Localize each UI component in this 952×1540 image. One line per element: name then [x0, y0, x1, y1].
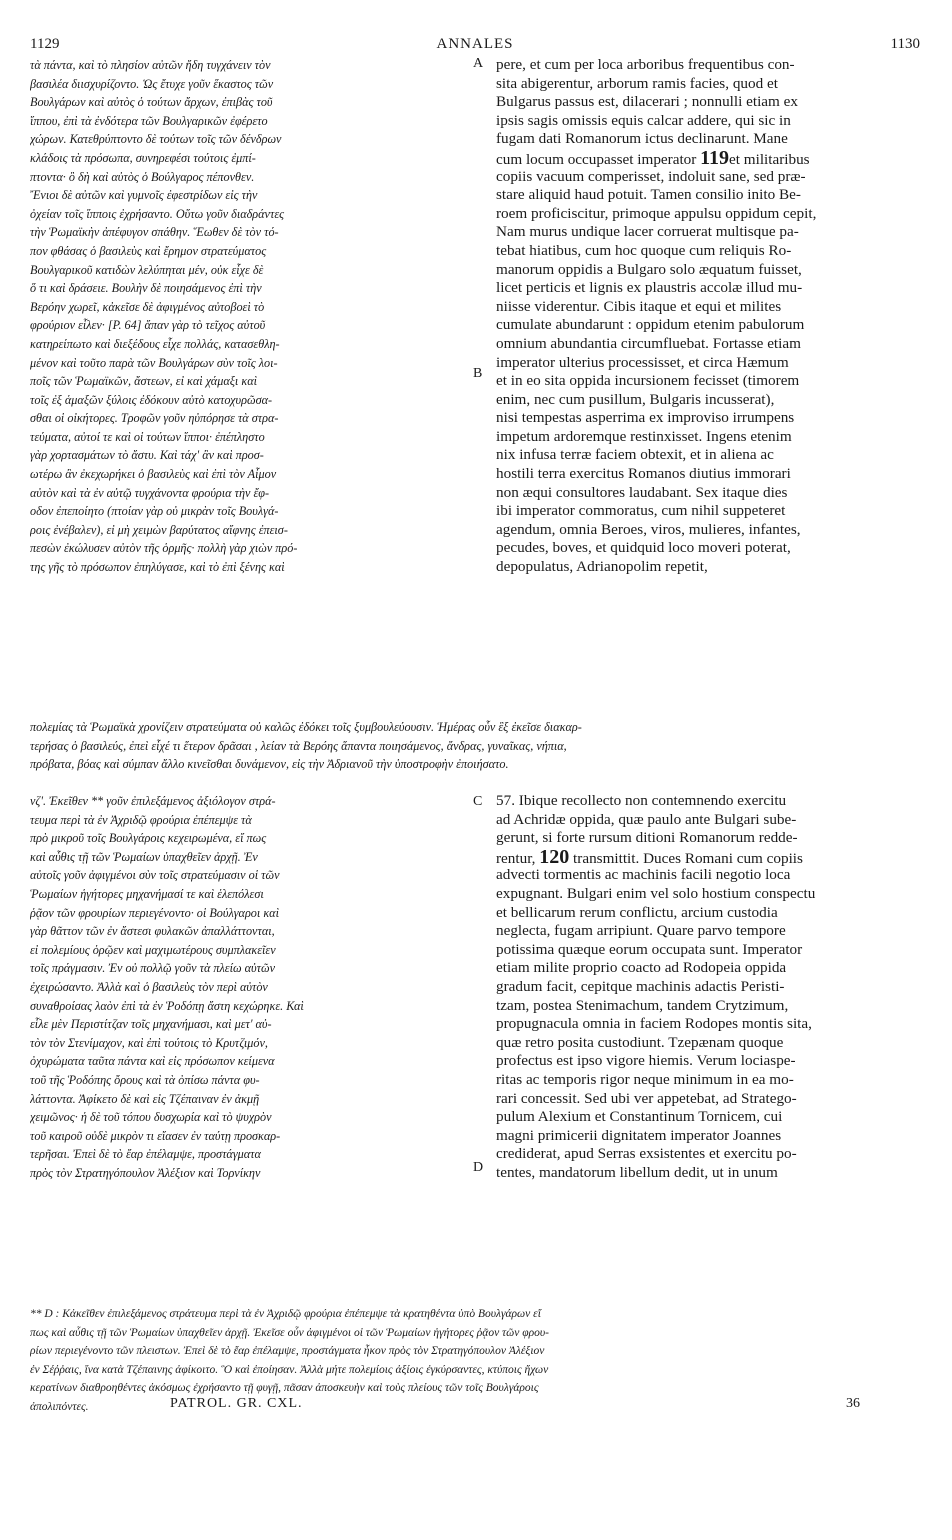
text-line: ἐχειρώσαντο. Ἀλλὰ καὶ ὁ βασιλεὺς τὸν περὶ αὐτὸν [30, 979, 268, 994]
page-number-right: 1130 [890, 36, 920, 52]
text-line: σθαι οἱ οἰκήτορες. Τροφῶν γοῦν ηὐπόρησε τὰ στρα- [30, 411, 279, 426]
text-line: advecti tormentis ac machinis facili negotio loca [496, 866, 791, 884]
text-line: agendum, omnia Beroes, viros, mulieres, infantes, [496, 520, 801, 538]
latin-column-upper [496, 56, 920, 577]
section-marker-d: D [473, 1160, 484, 1175]
text-line: magni primicerii dignitatem imperator Joannes [496, 1126, 782, 1144]
text-line: κερατίνων διαθροηθέντες ἀκόσμως ἐχρήσαντο τῇ φυγῇ, πᾶσαν ἀποσκευὴν καὶ τοὺς πλείους τῶν τοῖς Βουλγάροις [30, 1382, 539, 1395]
text-line: ad Achridæ oppida, quæ paulo ante Bulgari sube- [496, 810, 797, 828]
text-line: αὐτὸν καὶ τὰ ἐν αὐτῷ τυγχάνοντα φρούρια τὴν ἔφ- [30, 485, 270, 500]
text-line: tebat hiatibus, cum hoc quoque cum reliquis Ro- [496, 241, 792, 259]
text-line: τοῦ καιροῦ οὐδὲ μικρὸν τι εἴασεν ἐν ταύτῃ προσκαρ- [30, 1128, 281, 1143]
text-line: nisi tempestas asperrima ex improviso irrumpens [496, 409, 795, 427]
text-segment: cum locum occupasset imperator [496, 150, 701, 168]
footer-number: 36 [846, 1396, 860, 1411]
text-line: ibi imperator commoratus, cum nihil suppeteret [496, 502, 786, 520]
greek-column-lower [30, 792, 470, 1182]
greek-column-upper [30, 56, 470, 577]
text-line: expugnant. Bulgari enim vel solo hostium conspectu [496, 884, 816, 902]
text-line: quæ retro posita custodiunt. Tzepænam quoque [496, 1033, 784, 1051]
text-line: tentes, mandatorum libellum dedit, ut in unum [496, 1163, 778, 1181]
text-line: τερῆσαι. Ἐπεὶ δὲ τὸ ἔαρ ἐπέλαμψε, προστάγματα [30, 1147, 261, 1162]
text-line: licet perticis et lignis ex plaustris accolæ illud mu- [496, 279, 803, 297]
text-line: μένον καὶ τοῦτο παρὰ τῶν Βουλγάρων σὺν τοῖς λοι- [30, 355, 278, 370]
text-line: depopulatus, Adrianopolim repetit, [496, 558, 708, 576]
text-line: et in eo sita oppida incursionem fecisset (timorem [496, 372, 800, 390]
text-line: γὰρ θᾶττον τῶν ἐν ἄστεσι φυλακῶν ἀπαλλάττονται, [30, 924, 275, 939]
text-line [496, 848, 920, 867]
text-line: πολεμίας τὰ Ῥωμαϊκὰ χρονίζειν στρατεύματα οὐ καλῶς ἐδόκει τοῖς ξυμβουλεύουσιν. Ἡμέρας οὖν ἓξ ἐκεῖσε διακαρ- [30, 720, 582, 734]
text-line: fugam dati Romanorum ictus declinarunt. Mane [496, 130, 788, 148]
text-line: χειμῶνος· ἡ δὲ τοῦ τόπου δυσχωρία καὶ τὸ ψυχρὸν [30, 1110, 272, 1125]
section-marker-b: B [473, 366, 483, 381]
text-line: hostili terra exercitus Romanos diutius immorari [496, 465, 791, 483]
text-segment: rentur, [496, 849, 540, 867]
text-line: ῥᾷον τῶν φρουρίων περιεγένοντο· οἱ Βούλγαροι καὶ [30, 905, 279, 920]
text-line: et bellicarum rerum conflictu, arcium custodia [496, 903, 778, 921]
section-marker-c: C [473, 794, 483, 809]
latin-column-lower [496, 792, 920, 1182]
text-line: neglecta, fugam arripiunt. Quare parvo tempore [496, 922, 786, 940]
text-line: πρὸ μικροῦ τοῖς Βουλγάροις κεχειρωμένα, εἴ πως [30, 831, 267, 846]
text-line: τοῖς πράγμασιν. Ἐν οὐ πολλῷ γοῦν τὰ πλείω αὐτῶν [30, 961, 275, 976]
text-segment: et militaribus [729, 150, 810, 168]
text-line: ρίων περιεγένοντο τῶν πλειστων. Ἐπεὶ δὲ τὸ ἔαρ ἐπέλαμψε, προστάγματα ἧκον πρὸς τὸν Στρατηγόπουλον Ἀλέξιον [30, 1345, 545, 1358]
text-line: πως καὶ αὖθις τῇ τῶν Ῥωμαίων ὑπαχθεῖεν ἀρχῇ. Ἐκεῖσε οὖν ἀφιγμένοι οἱ τῶν Ῥωμαίων ἡγήτορες ῥᾷον τῶν φρου- [30, 1326, 549, 1339]
text-line: Ῥωμαίων ἡγήτορες μηχανήμασί τε καὶ ἑλεπόλεσι [30, 886, 264, 901]
text-line: φρούριον εἷλεν· [P. 64] ἅπαν γὰρ τὸ τεῖχος αὐτοῦ [30, 318, 266, 333]
text-line: ritas ac temporis rigor neque minimum in ea mo- [496, 1070, 794, 1088]
text-line: αὐτοῖς γοῦν ἀφιγμένοι σὺν τοῖς στρατεύμασιν οἱ τῶν [30, 868, 280, 883]
text-line: τεύματα, αὐτοί τε καὶ οἱ τούτων ἵπποι· ἐπέπληστο [30, 429, 265, 444]
text-line: ποῖς τῶν Ῥωμαϊκῶν, ἄστεων, εἰ καὶ χάμαξι καὶ [30, 374, 257, 389]
text-line: συναθροίσας λαὸν ἐπὶ τὰ ἐν Ῥοδόπῃ ἄστη κεχώρηκε. Καὶ [30, 998, 304, 1013]
text-line: κλάδοις τὰ πρόσωπα, συνηρεφέσι τούτοις ἐμπί- [30, 150, 256, 165]
footer-signature: PATROL. GR. CXL. [170, 1396, 303, 1411]
text-line: της γῆς τὸ πρόσωπον ἐπηλύγασε, καὶ τὸ ἐπὶ ξένης καὶ [30, 560, 285, 575]
text-line: νζ'. Ἐκεῖθεν ** γοῦν ἐπιλεξάμενος ἀξιόλογον στρά- [30, 794, 276, 808]
text-line: ἐν Σέῤῥαις, ἵνα κατὰ Τζέπαινης ἀφίκοιτο. Ὃ καὶ ἐποίησαν. Ἀλλὰ μήτε πολεμίοις ἀξίοις ἐγκύρσαντες, κτύποις ἤχων [30, 1363, 549, 1376]
text-line: tzam, postea Stenimachum, tandem Crytzimum, [496, 996, 789, 1014]
running-title: ANNALES [436, 36, 514, 52]
text-line: propugnacula omnia in faciem Rodopes montis sita, [496, 1015, 812, 1033]
text-line: potissima quæque eorum occupata sunt. Imperator [496, 940, 803, 958]
text-line: ωτέρω ἂν ἐκεχωρήκει ὁ βασιλεὺς καὶ ἐπὶ τὸν Αἶμον [30, 467, 277, 482]
text-line: pulum Alexium et Constantinum Tornicem, cui [496, 1108, 783, 1126]
text-line: Βουλγάρων καὶ αὐτὸς ὁ τούτων ἄρχων, ἐπιβὰς τοῦ [30, 95, 273, 110]
text-line: impetum ardoremque restinxisset. Ingens etenim [496, 427, 792, 445]
text-line: copiis vacuum comperisset, indoluit sane, sed præ- [496, 167, 806, 185]
text-line: niisse viderentur. Cibis itaque et equi et milites [496, 297, 782, 315]
text-line: Ἔνιοι δὲ αὐτῶν καὶ γυμνοῖς ἐφεστρίδων εἰς τὴν [30, 188, 258, 203]
text-line: τερήσας ὁ βασιλεύς, ἐπεὶ εἶχέ τι ἕτερον δρᾶσαι , λείαν τὰ Βερόης ἅπαντα ποιησάμενος, ἄνδρας, γυναῖκας, νήπια, [30, 738, 567, 753]
text-line: ἀπολιπόντες. [30, 1400, 89, 1413]
text-line: omnium abundantia circumfluebat. Fortasse etiam [496, 334, 801, 352]
text-line: gerunt, si forte rursum ditioni Romanorum redde- [496, 829, 798, 847]
section-marker-a: A [473, 56, 484, 71]
text-line: τὴν Ῥωμαϊκὴν ἀπέφυγον σπάθην. Ἕωθεν δὲ τὸν τό- [30, 225, 279, 240]
text-line: pere, et cum per loca arboribus frequentibus con- [496, 56, 795, 73]
greek-full-width-paragraph [30, 718, 920, 774]
text-line: profectus est ipso vigore hiemis. Verum lociaspe- [496, 1052, 796, 1070]
text-line: 57. Ibique recollecto non contemnendo exercitu [496, 792, 787, 809]
text-line: πρόβατα, βόας καὶ σύμπαν ἄλλο κινεῖσθαι δυνάμενον, εἰς τὴν Ἀδριανοῦ τὴν ὑποστροφὴν ἐποιήσατο. [30, 757, 509, 772]
text-line: Βουλγαρικοῦ κατιδὼν λελύπηται μέν, οὐκ εἶχε δὲ [30, 262, 264, 277]
text-line: roem proficiscitur, primoque appulsu oppidum cepit, [496, 204, 817, 222]
page-number-left: 1129 [30, 36, 60, 52]
text-line: cumulate abundarunt : oppidum etenim pabulorum [496, 316, 805, 334]
text-line: ὀχυρώματα ταῦτα πάντα καὶ εἰς πρόσωπον κείμενα [30, 1054, 275, 1069]
running-head [30, 36, 920, 56]
text-line: εἰ πολεμίους ὁρῷεν καὶ μαχιμωτέρους συμπλακεῖεν [30, 942, 276, 957]
text-line: etiam milite proprio coacto ad Rodopeia oppida [496, 959, 787, 977]
text-line: καὶ αὖθις τῇ τῶν Ῥωμαίων ὑπαχθεῖεν ἀρχῇ. Ἐν [30, 849, 258, 864]
text-line: πρὸς τὸν Στρατηγόπουλον Ἀλέξιον καὶ Τορνίκην [30, 1165, 261, 1180]
text-line: τοῖς ἐξ ἁμαξῶν ξύλοις ἐδόκουν αὐτὸ κατοχυρῶσα- [30, 392, 273, 407]
text-line: Bulgarus passus est, dilacerari ; nonnulli etiam ex [496, 93, 798, 111]
text-line: πτοντα· ὃ δὴ καὶ αὐτὸς ὁ Βούλγαρος πέπονθεν. [30, 169, 255, 184]
text-line: rari concessit. Sed ubi ver appetebat, ad Stratego- [496, 1089, 797, 1107]
text-line: λάττοντα. Ἀφίκετο δὲ καὶ εἰς Τζέπαιναν ἐν ἀκμῇ [30, 1091, 260, 1106]
text-line: ροις ἐνέβαλεν), εἰ μὴ χειμὼν βαρύτατος αἴφνης ἐπεισ- [30, 522, 288, 537]
text-line: ὀχείαν τοῖς ἵπποις ἐχρήσαντο. Οὕτω γοῦν διαδράντες [30, 206, 285, 221]
text-segment: transmittit. Duces Romani cum copiis [569, 849, 803, 867]
text-line: pecudes, boves, et quidquid loco moveri poterat, [496, 539, 791, 557]
text-line: ὅ τι καὶ δράσειε. Βουλὴν δὲ ποιησάμενος ἐπὶ τὴν [30, 281, 262, 296]
page-footer [30, 1396, 920, 1416]
text-line: πεσὼν ἐκώλυσεν αὐτὸν τῆς ὁρμῆς· πολλὴ γὰρ χιὼν πρό- [30, 541, 298, 556]
text-line: nix infusa terræ faciem obtexit, et in aliena ac [496, 446, 774, 464]
text-line: γὰρ χορτασμάτων τὸ ἄστυ. Καὶ τάχ' ἂν καὶ προσ- [30, 448, 264, 463]
text-line: τευμα περὶ τὰ ἐν Ἀχριδῷ φρούρια ἐπέπεμψε τὰ [30, 812, 252, 827]
text-line: ipsis sagis omissis equis calcar addere, qui sic in [496, 111, 791, 129]
text-line: ἵππου, ἐπὶ τὰ ἐνδότερα τῶν Βουλγαρικῶν ἐφέρετο [30, 113, 268, 128]
text-line: οδον ἐπεποίητο (πτοίαν γὰρ οὐ μικρὰν τοῖς Βουλγά- [30, 504, 279, 519]
text-line: χώρων. Κατεθρύπτοντο δὲ τούτων τοῖς τῶν δένδρων [30, 132, 282, 147]
text-line: τοῦ τῆς Ῥοδόπης ὄρους καὶ τὰ ὀπίσω πάντα φυ- [30, 1072, 260, 1087]
text-line: εἷλε μὲν Περιστίτζαν τοῖς μηχανήμασι, καὶ μετ' αὐ- [30, 1017, 272, 1032]
text-line: enim, nec cum pusillum, Bulgaris incusserat), [496, 390, 775, 408]
text-line: Βερόην χωρεῖ, κἀκεῖσε δὲ ἀφιγμένος αὐτοβοεὶ τὸ [30, 299, 265, 314]
column-number-120: 120 [539, 847, 570, 867]
text-line: stare aliquid haud potuit. Tamen consilio inito Be- [496, 186, 801, 204]
text-line: Nam murus undique lacer corruerat multisque pa- [496, 223, 799, 241]
text-line: πον φθάσας ὁ βασιλεὺς καὶ ἔρημον στρατεύματος [30, 243, 267, 258]
text-line: τὰ πάντα, καὶ τὸ πλησίον αὐτῶν ἤδη τυγχάνειν τὸν [30, 58, 271, 72]
text-line: κατηρείπωτο καὶ διεξέδους εἶχε πολλάς, κατασεθλη- [30, 336, 280, 351]
text-line [496, 149, 920, 168]
text-line: βασιλέα διισχυρίζοντο. Ὡς ἔτυχε γοῦν ἕκαστος τῶν [30, 76, 274, 91]
text-line: imperator ulterius processisset, et circa Hæmum [496, 353, 789, 371]
text-line: crediderat, apud Serras exsistentes et exercitu po- [496, 1145, 797, 1163]
text-line: τὸν τὸν Στενίμαχον, καὶ ἐπὶ τούτοις τὸ Κρυτζιμόν, [30, 1035, 268, 1050]
text-line: non æqui consultores laudabant. Sex itaque dies [496, 483, 788, 501]
column-number-119: 119 [700, 148, 730, 168]
text-line: ** D : Κἀκεῖθεν ἐπιλεξάμενος στράτευμα περὶ τὰ ἐν Ἀχριδῷ φρούρια ἐπέπεμψε τὰ κρατηθέντα ὑπὸ Βουλγάρων εἴ [30, 1308, 541, 1320]
text-line: gradum facit, cepitque machinis adactis Peristi- [496, 977, 785, 995]
text-line: sita abigerentur, arborum ramis facies, quod et [496, 74, 778, 92]
text-line: manorum oppidis a Bulgaro solo æquatum fuisset, [496, 260, 802, 278]
